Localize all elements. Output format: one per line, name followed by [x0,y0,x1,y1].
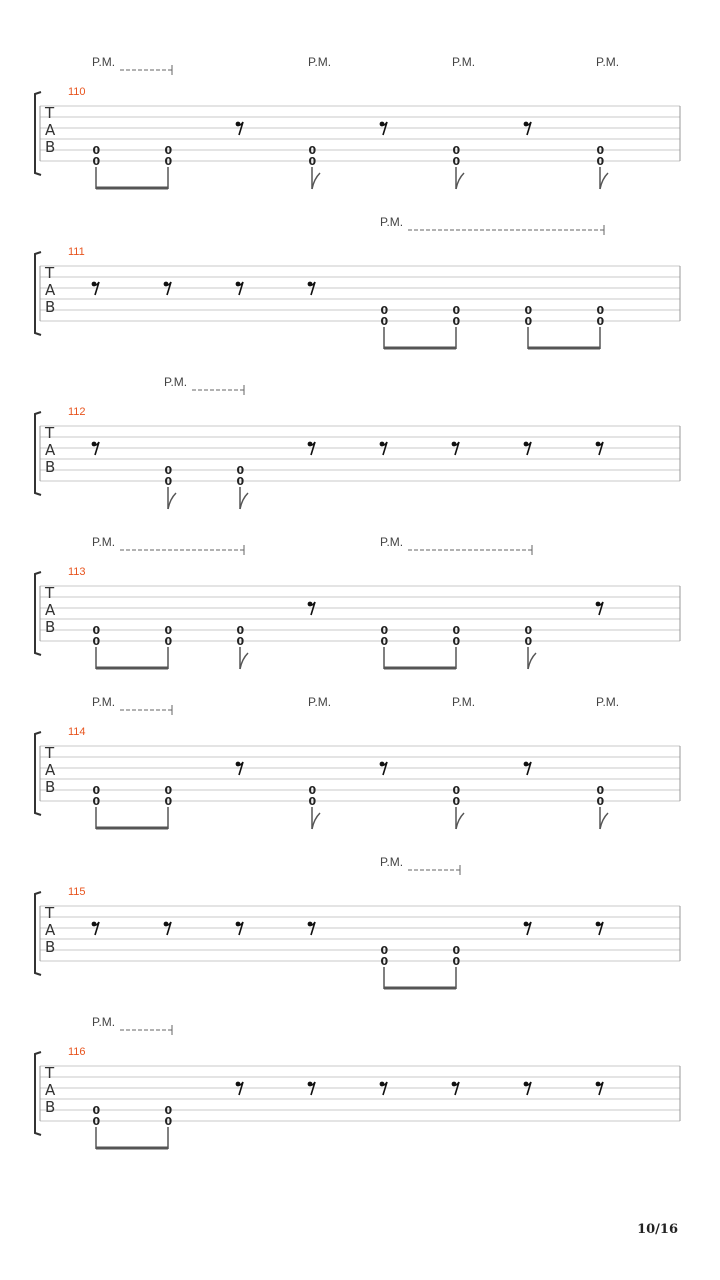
tab-clef-letter: A [45,281,56,299]
tab-clef-letter: B [45,1098,56,1116]
tab-clef-letter: T [45,104,55,122]
staff-system [35,695,680,829]
palm-mute-label: P.M. [92,1015,116,1029]
fret-number: 0 [164,1104,173,1117]
note-flag [312,813,320,829]
fret-number: 0 [92,155,101,168]
palm-mute-label: P.M. [380,215,404,229]
fret-number: 0 [596,144,605,157]
fret-number: 0 [524,315,533,328]
fret-number: 0 [164,635,173,648]
tab-clef-letter: T [45,584,55,602]
fret-number: 0 [380,315,389,328]
staff-system [35,55,680,189]
palm-mute-label: P.M. [308,55,332,69]
fret-number: 0 [596,155,605,168]
fret-number: 0 [452,155,461,168]
palm-mute-label: P.M. [380,855,404,869]
fret-number: 0 [452,315,461,328]
fret-number: 0 [452,304,461,317]
fret-number: 0 [596,315,605,328]
fret-number: 0 [524,624,533,637]
fret-number: 0 [380,304,389,317]
tab-clef-letter: A [45,121,56,139]
palm-mute-label: P.M. [92,695,116,709]
fret-number: 0 [596,795,605,808]
fret-number: 0 [596,304,605,317]
tab-clef-letter: A [45,921,56,939]
fret-number: 0 [452,624,461,637]
palm-mute-label: P.M. [164,375,188,389]
staff-system [35,855,680,989]
page-number: 10/16 [637,1222,678,1237]
fret-number: 0 [380,944,389,957]
tab-clef-letter: A [45,441,56,459]
fret-number: 0 [308,144,317,157]
measure-number: 113 [68,566,86,578]
tab-clef-letter: A [45,601,56,619]
measure-number: 110 [68,86,86,98]
fret-number: 0 [92,144,101,157]
palm-mute-label: P.M. [92,535,116,549]
fret-number: 0 [380,955,389,968]
fret-number: 0 [236,635,245,648]
fret-number: 0 [164,784,173,797]
fret-number: 0 [452,144,461,157]
fret-number: 0 [452,944,461,957]
fret-number: 0 [92,1115,101,1128]
note-flag [600,813,608,829]
fret-number: 0 [452,795,461,808]
tab-clef-letter: T [45,744,55,762]
note-flag [240,493,248,509]
fret-number: 0 [164,464,173,477]
fret-number: 0 [164,155,173,168]
palm-mute-label: P.M. [308,695,332,709]
measure-number: 114 [68,726,86,738]
fret-number: 0 [308,784,317,797]
palm-mute-label: P.M. [596,695,620,709]
fret-number: 0 [524,635,533,648]
fret-number: 0 [380,635,389,648]
note-flag [168,493,176,509]
measure-number: 111 [68,246,85,258]
fret-number: 0 [164,475,173,488]
tab-clef-letter: B [45,938,56,956]
note-flag [312,173,320,189]
tab-clef-letter: A [45,1081,56,1099]
measure-number: 115 [68,886,86,898]
staff-system [35,1015,680,1149]
staff-system [35,215,680,349]
fret-number: 0 [452,955,461,968]
fret-number: 0 [452,635,461,648]
note-flag [240,653,248,669]
fret-number: 0 [308,155,317,168]
staff-system [35,375,680,509]
palm-mute-label: P.M. [596,55,620,69]
fret-number: 0 [524,304,533,317]
palm-mute-label: P.M. [92,55,116,69]
fret-number: 0 [92,795,101,808]
fret-number: 0 [380,624,389,637]
fret-number: 0 [92,1104,101,1117]
staff-system [35,535,680,669]
note-flag [456,813,464,829]
tab-clef-letter: B [45,298,56,316]
tab-clef-letter: T [45,264,55,282]
fret-number: 0 [236,624,245,637]
tab-clef-letter: T [45,904,55,922]
note-flag [456,173,464,189]
fret-number: 0 [308,795,317,808]
note-flag [600,173,608,189]
tab-clef-letter: B [45,618,56,636]
tab-clef-letter: A [45,761,56,779]
fret-number: 0 [164,624,173,637]
fret-number: 0 [164,795,173,808]
tab-clef-letter: T [45,1064,55,1082]
measure-number: 112 [68,406,86,418]
palm-mute-label: P.M. [380,535,404,549]
fret-number: 0 [596,784,605,797]
tab-clef-letter: B [45,778,56,796]
tab-clef-letter: B [45,458,56,476]
palm-mute-label: P.M. [452,695,476,709]
fret-number: 0 [236,475,245,488]
fret-number: 0 [164,144,173,157]
fret-number: 0 [452,784,461,797]
fret-number: 0 [92,624,101,637]
measure-number: 116 [68,1046,86,1058]
palm-mute-label: P.M. [452,55,476,69]
fret-number: 0 [92,635,101,648]
tab-clef-letter: T [45,424,55,442]
fret-number: 0 [164,1115,173,1128]
tab-clef-letter: B [45,138,56,156]
fret-number: 0 [236,464,245,477]
note-flag [528,653,536,669]
fret-number: 0 [92,784,101,797]
